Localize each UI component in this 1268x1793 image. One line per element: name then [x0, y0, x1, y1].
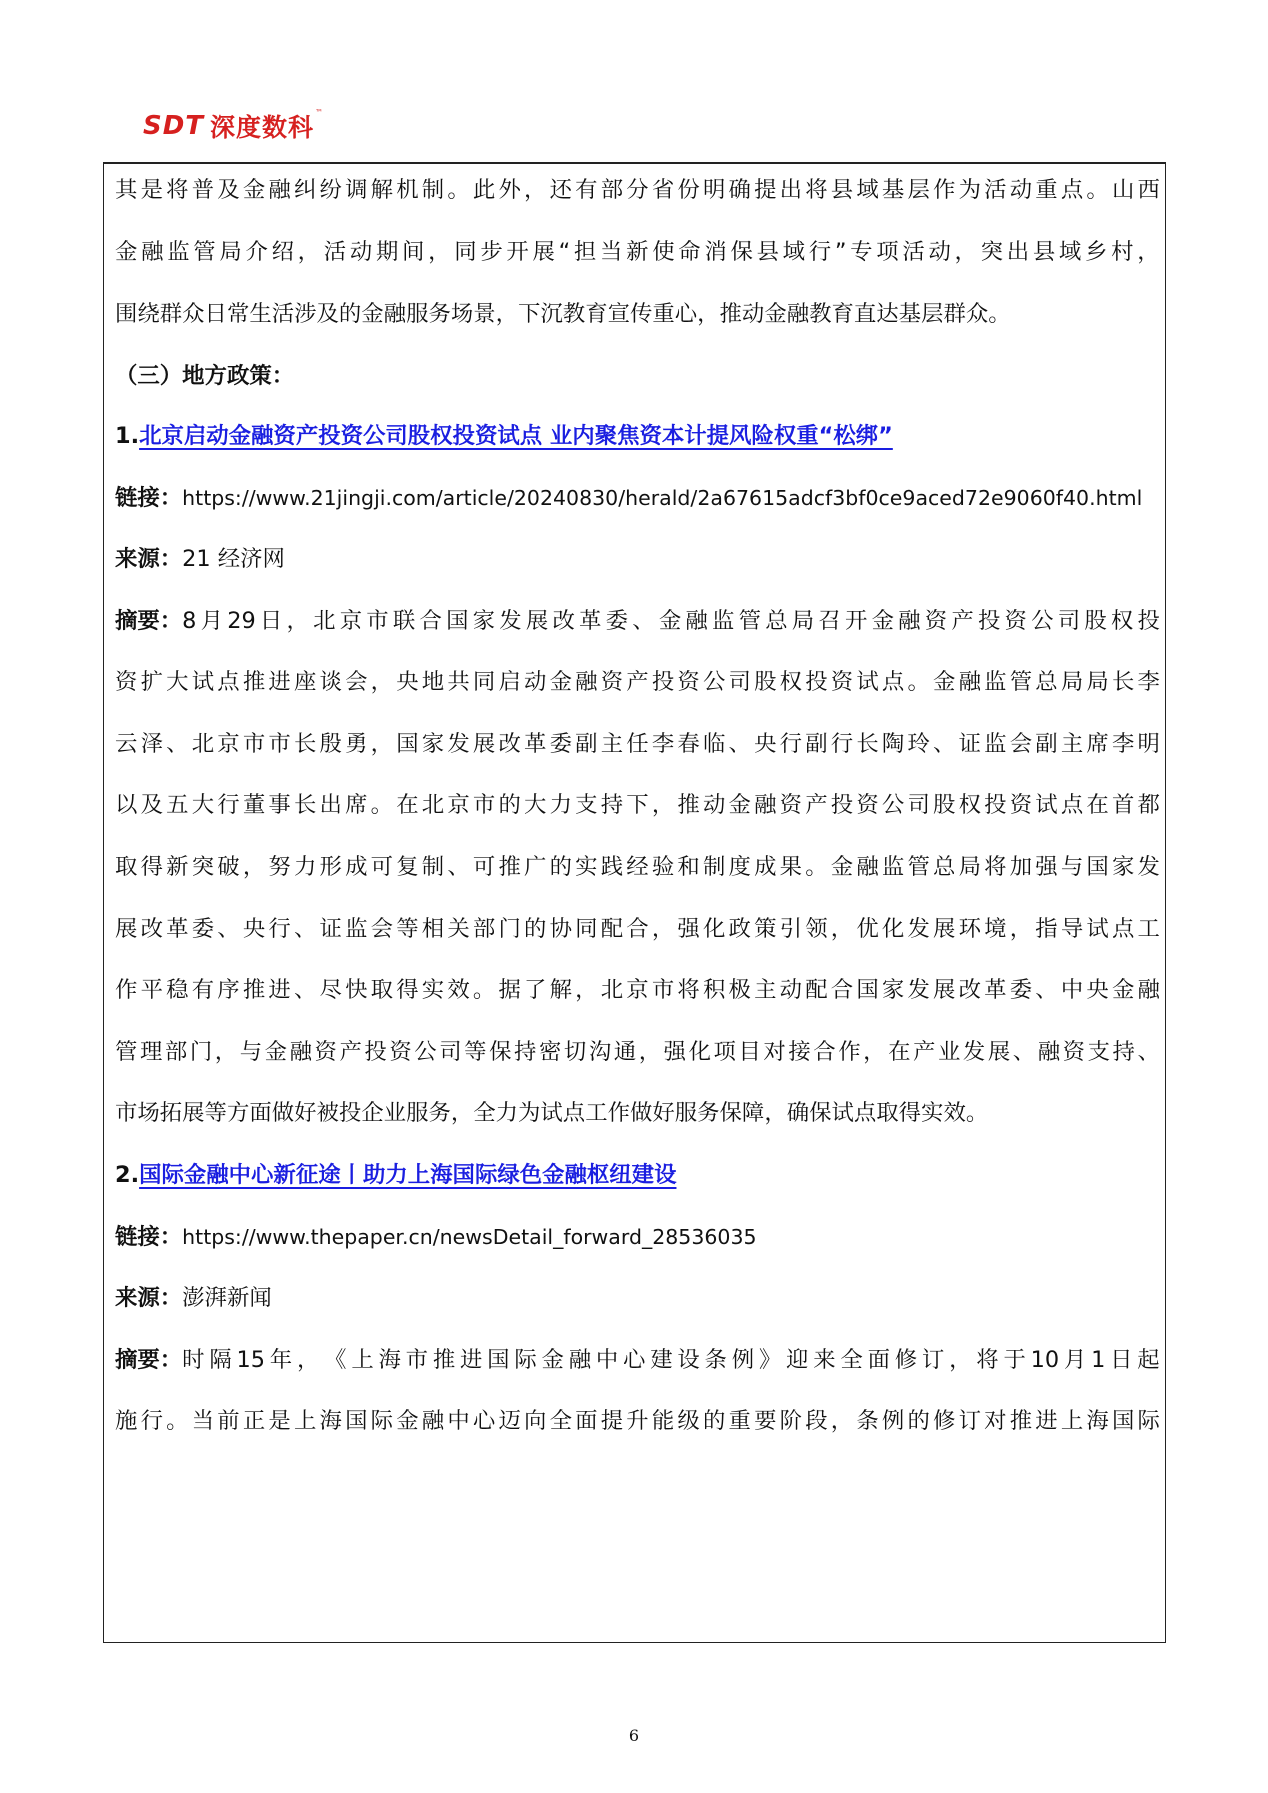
summary-line: 取 得 新 突 破 ， 努 力 形 成 可 复 制 、 可 推 广 的 实 践 经 验 和 制 度 成 果 。 金 融 监 管 总 局 将 加 强 与 国 家 发 [115, 854, 1160, 880]
article-url[interactable]: https://www.21jingji.com/article/20240830/herald/2a67615adcf3bf0ce9aced72e9060f40.html [182, 486, 1143, 510]
summary-line: 资 扩 大 试 点 推 进 座 谈 会 ， 央 地 共 同 启 动 金 融 资 产 投 资 公 司 股 权 投 资 试 点 。 金 融 监 管 总 局 局 长 李 [115, 669, 1160, 695]
logo-trademark: ™ [315, 108, 324, 117]
summary-first-line [115, 1345, 1160, 1375]
summary-line: 云 泽 、 北 京 市 市 长 殷 勇 ， 国 家 发 展 改 革 委 副 主 任 李 春 临 、 央 行 副 行 长 陶 玲 、 证 监 会 副 主 席 李 明 [115, 731, 1160, 757]
article-number: 1. [115, 423, 140, 449]
summary-line: 展 改 革 委 、 央 行 、 证 监 会 等 相 关 部 门 的 协 同 配 合 ， 强 化 政 策 引 领 ， 优 化 发 展 环 境 ， 指 导 试 点 工 [115, 916, 1160, 942]
summary-line: 管 理 部 门 ， 与 金 融 资 产 投 资 公 司 等 保 持 密 切 沟 通 ， 强 化 项 目 对 接 合 作 ， 在 产 业 发 展 、 融 资 支 持 、 [115, 1039, 1160, 1065]
summary-text: 时 隔 15 年 ， 《 上 海 市 推 进 国 际 金 融 中 心 建 设 条 例 》 迎 来 全 面 修 订 ， 将 于 10 月 1 日 起 [182, 1347, 1160, 1373]
summary-line: 作 平 稳 有 序 推 进 、 尽 快 取 得 实 效 。 据 了 解 ， 北 京 市 将 积 极 主 动 配 合 国 家 发 展 改 革 委 、 中 央 金 融 [115, 977, 1160, 1003]
article-title-link[interactable]: 北京启动金融资产投资公司股权投资试点 业内聚焦资本计提风险权重“松绑” [139, 423, 893, 449]
article-source: 澎湃新闻 [182, 1285, 272, 1311]
intro-line: 金 融 监 管 局 介 绍 ， 活 动 期 间 ， 同 步 开 展 “ 担 当 新 使 命 消 保 县 域 行 ” 专 项 活 动 ， 突 出 县 域 乡 村 ， [115, 239, 1160, 265]
summary-text: 8 月 29 日 ， 北 京 市 联 合 国 家 发 展 改 革 委 、 金 融 监 管 总 局 召 开 金 融 资 产 投 资 公 司 股 权 投 [182, 608, 1160, 634]
article-number: 2. [115, 1162, 140, 1188]
summary-label: 摘要： [115, 1347, 183, 1373]
section-heading: （三）地方政策： [115, 363, 295, 389]
logo-name: 深度数科 [210, 113, 315, 142]
page-number: 6 [628, 1726, 640, 1745]
summary-line: 市场拓展等方面做好被投企业服务，全力为试点工作做好服务保障，确保试点取得实效。 [115, 1100, 989, 1126]
summary-first-line [115, 606, 1160, 636]
source-label: 来源： [115, 546, 183, 572]
article-source: 21 经济网 [182, 546, 285, 572]
article-url[interactable]: https://www.thepaper.cn/newsDetail_forward_28536035 [182, 1225, 757, 1249]
article-title-link[interactable]: 国际金融中心新征途丨助力上海国际绿色金融枢纽建设 [139, 1162, 677, 1188]
summary-label: 摘要： [115, 608, 183, 634]
source-label: 来源： [115, 1285, 183, 1311]
link-label: 链接： [115, 485, 183, 511]
article-link-row [115, 483, 1142, 513]
company-logo [143, 108, 323, 144]
article-title-row [115, 421, 893, 451]
intro-line: 其 是 将 普 及 金 融 纠 纷 调 解 机 制 。 此 外 ， 还 有 部 分 省 份 明 确 提 出 将 县 域 基 层 作 为 活 动 重 点 。 山 西 [115, 177, 1160, 203]
logo-mark: SDT [143, 111, 205, 141]
article-source-row [115, 1283, 272, 1313]
intro-line: 围绕群众日常生活涉及的金融服务场景，下沉教育宣传重心，推动金融教育直达基层群众。 [115, 301, 1011, 327]
link-label: 链接： [115, 1224, 183, 1250]
article-link-row [115, 1222, 757, 1252]
summary-line: 以 及 五 大 行 董 事 长 出 席 。 在 北 京 市 的 大 力 支 持 下 ， 推 动 金 融 资 产 投 资 公 司 股 权 投 资 试 点 在 首 都 [115, 792, 1160, 818]
article-source-row [115, 544, 285, 574]
article-title-row [115, 1160, 676, 1190]
summary-line: 施 行 。 当 前 正 是 上 海 国 际 金 融 中 心 迈 向 全 面 提 升 能 级 的 重 要 阶 段 ， 条 例 的 修 订 对 推 进 上 海 国 际 [115, 1408, 1160, 1434]
